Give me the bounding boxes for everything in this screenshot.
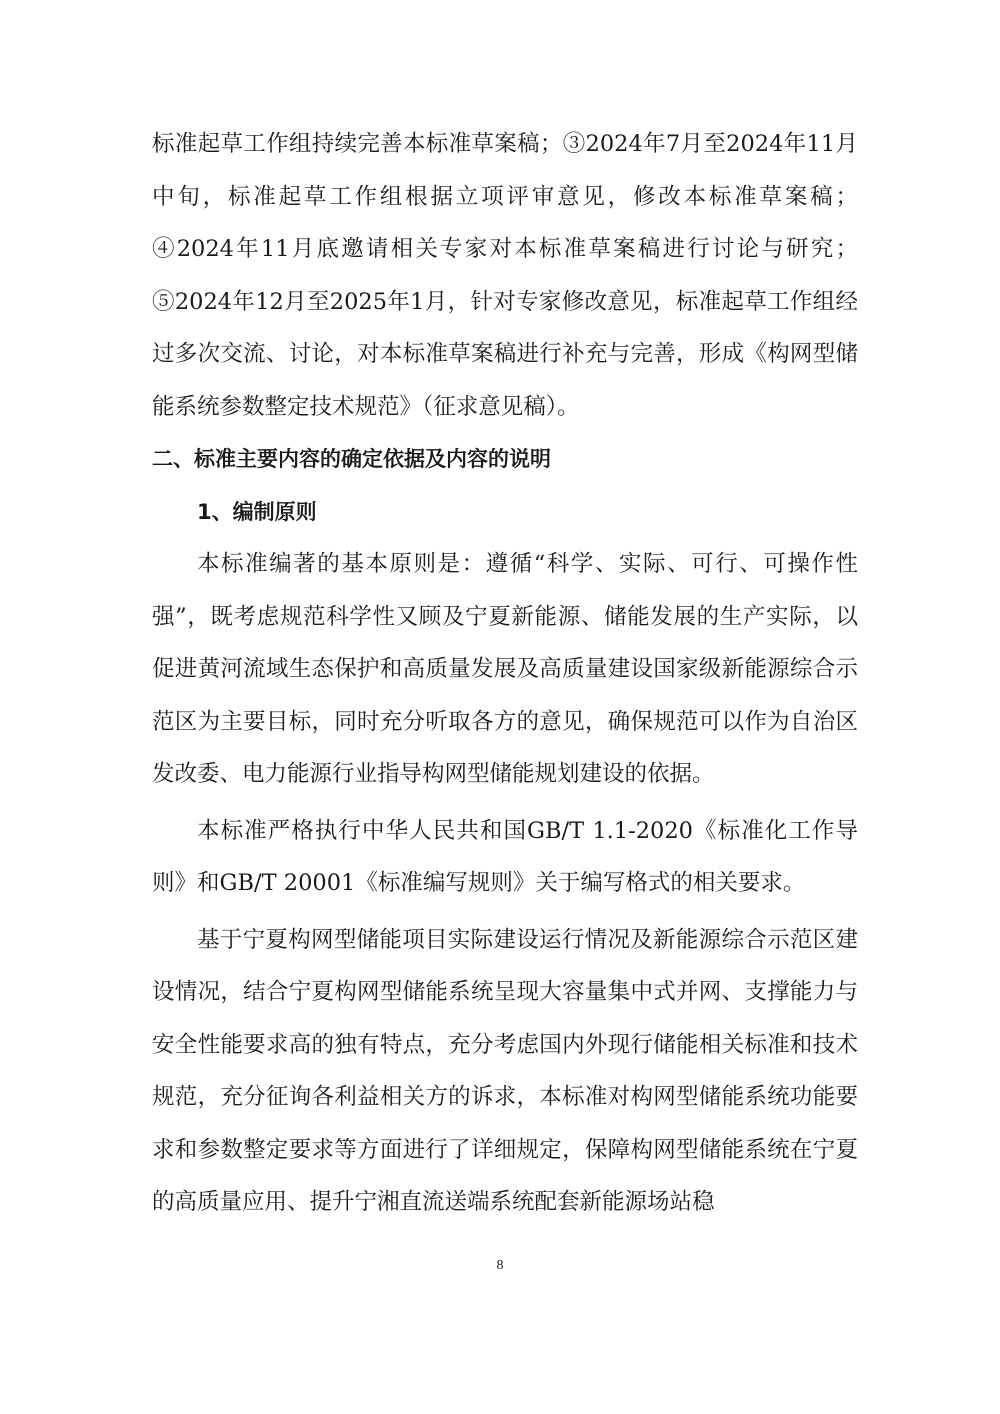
subsection-heading: 1、编制原则 <box>197 499 317 524</box>
paragraph-basis: 基于宁夏构网型储能项目实际建设运行情况及新能源综合示范区建设情况，结合宁夏构网型储能系统呈现大容量集中式并网、支撑能力与安全性能要求高的独有特点，充分考虑国内外现行储能相关标准和技术规范，充分征询各利益相关方的诉求，本标准对构网型储能系统功能要求和参数整定要求等方面进行了详细规定，保障构网型储能系统在宁夏的高质量应用、提升宁湘直流送端系统配套新能源场站稳 <box>152 926 858 1215</box>
document-body <box>152 118 858 1229</box>
section-heading: 二、标准主要内容的确定依据及内容的说明 <box>152 447 551 471</box>
paragraph-standards-compliance: 本标准严格执行中华人民共和国GB/T 1.1-2020《标准化工作导则》和GB/T 20001《标准编写规则》关于编写格式的相关要求。 <box>152 817 858 896</box>
page-number: 8 <box>496 1258 504 1273</box>
paragraph-continuation: 标准起草工作组持续完善本标准草案稿；③2024年7月至2024年11月中旬，标准起草工作组根据立项评审意见，修改本标准草案稿；④2024年11月底邀请相关专家对本标准草案稿进行讨论与研究；⑤2024年12月至2025年1月，针对专家修改意见，标准起草工作组经过多次交流、讨论，对本标准草案稿进行补充与完善，形成《构网型储能系统参数整定技术规范》（征求意见稿）。 <box>152 131 858 420</box>
paragraph-principles: 本标准编著的基本原则是：遵循“科学、实际、可行、可操作性强”，既考虑规范科学性又顾及宁夏新能源、储能发展的生产实际，以促进黄河流域生态保护和高质量发展及高质量建设国家级新能源综合示范区为主要目标，同时充分听取各方的意见，确保规范可以作为自治区发改委、电力能源行业指导构网型储能规划建设的依据。 <box>152 551 858 787</box>
